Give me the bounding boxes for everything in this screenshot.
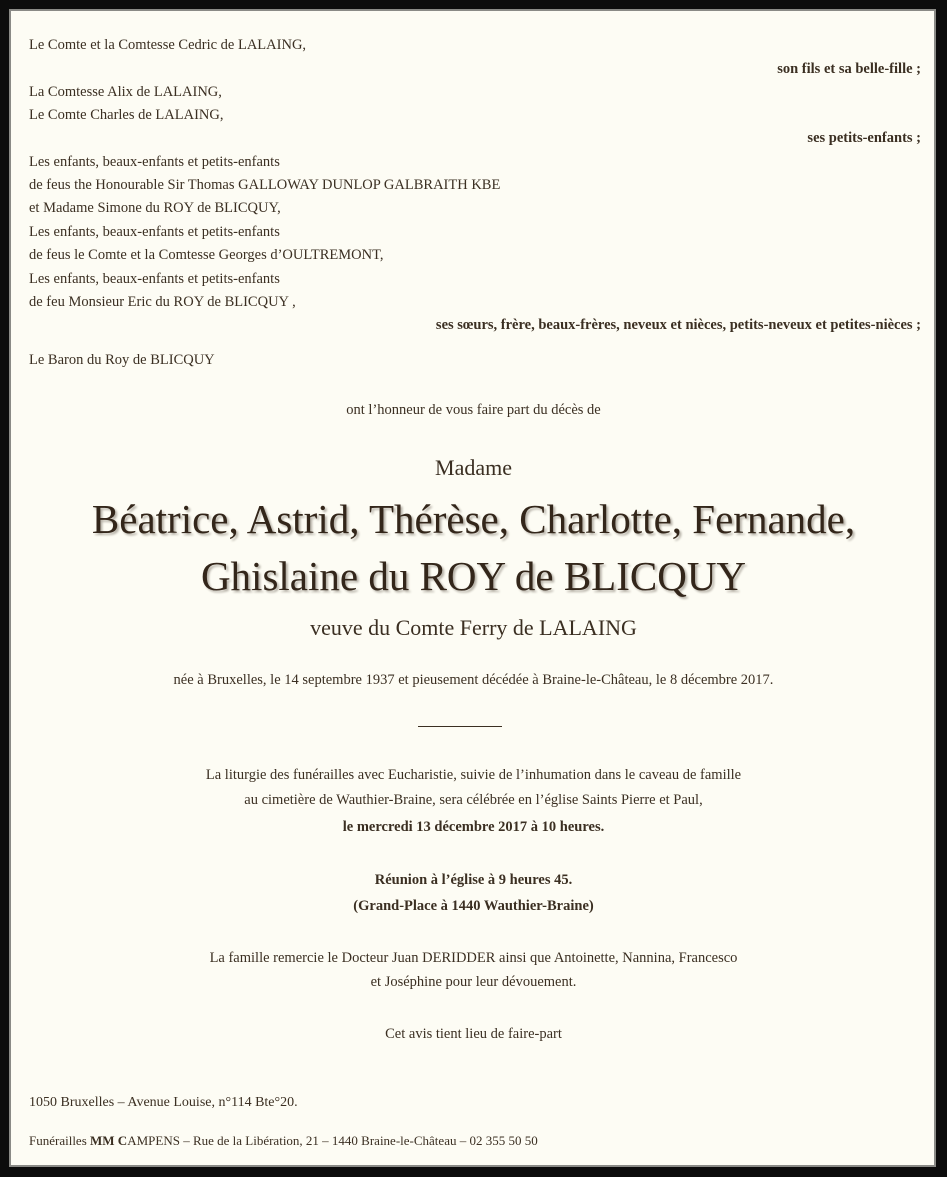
thanks-line: et Joséphine pour leur dévouement. (370, 974, 577, 990)
gathering-time: Réunion à l’église à 9 heures 45. (374, 872, 573, 888)
family-line: de feus the Honourable Sir Thomas GALLOWAY DUNLOP GALBRAITH KBE (29, 177, 501, 193)
family-line: Le Baron du Roy de BLICQUY (29, 352, 215, 368)
ceremony-line: au cimetière de Wauthier-Braine, sera célébrée en l’église Saints Pierre et Paul, (244, 792, 703, 808)
family-line: de feu Monsieur Eric du ROY de BLICQUY , (29, 294, 296, 310)
widow-of: veuve du Comte Ferry de LALAING (310, 615, 637, 640)
family-line: Les enfants, beaux-enfants et petits-enfants (29, 271, 280, 287)
funeral-home-name-bold: MM C (90, 1133, 128, 1148)
address: 1050 Bruxelles – Avenue Louise, n°114 Bte°20. (29, 1095, 298, 1110)
funeral-home (29, 1132, 538, 1150)
notice-text: Cet avis tient lieu de faire-part (385, 1026, 562, 1042)
ceremony-line: La liturgie des funérailles avec Eucharistie, suivie de l’inhumation dans le caveau de famille (205, 767, 742, 783)
divider (418, 726, 502, 727)
relation-label: son fils et sa belle-fille ; (777, 61, 921, 77)
deceased-name-line1: Béatrice, Astrid, Thérèse, Charlotte, Fernande, (91, 496, 856, 542)
funeral-home-prefix: Funérailles (29, 1133, 91, 1148)
family-line: de feus le Comte et la Comtesse Georges d’OULTREMONT, (29, 247, 384, 263)
family-line: et Madame Simone du ROY de BLICQUY, (29, 200, 281, 216)
announcement: ont l’honneur de vous faire part du décès de (346, 402, 601, 418)
thanks-line: La famille remercie le Docteur Juan DERIDDER ainsi que Antoinette, Nannina, Francesco (209, 950, 738, 966)
funeral-home-details: AMPENS – Rue de la Libération, 21 – 1440 Braine-le-Château – 02 355 50 50 (127, 1133, 538, 1148)
family-line: Les enfants, beaux-enfants et petits-enfants (29, 224, 280, 240)
ceremony-date: le mercredi 13 décembre 2017 à 10 heures. (342, 819, 605, 835)
family-line: Le Comte et la Comtesse Cedric de LALAING, (29, 37, 307, 53)
family-line: La Comtesse Alix de LALAING, (29, 84, 222, 100)
family-line: Le Comte Charles de LALAING, (29, 107, 224, 123)
gathering-place: (Grand-Place à 1440 Wauthier-Braine) (353, 898, 594, 914)
deceased-title: Madame (435, 455, 512, 480)
family-line: Les enfants, beaux-enfants et petits-enfants (29, 154, 280, 170)
relation-label: ses petits-enfants ; (807, 130, 921, 146)
birth-death-dates: née à Bruxelles, le 14 septembre 1937 et pieusement décédée à Braine-le-Château, le 8 décembre 2017. (173, 672, 774, 688)
relation-label: ses sœurs, frère, beaux-frères, neveux et nièces, petits-neveux et petites-nièces ; (435, 317, 921, 333)
deceased-name-line2: Ghislaine du ROY de BLICQUY (200, 553, 747, 599)
